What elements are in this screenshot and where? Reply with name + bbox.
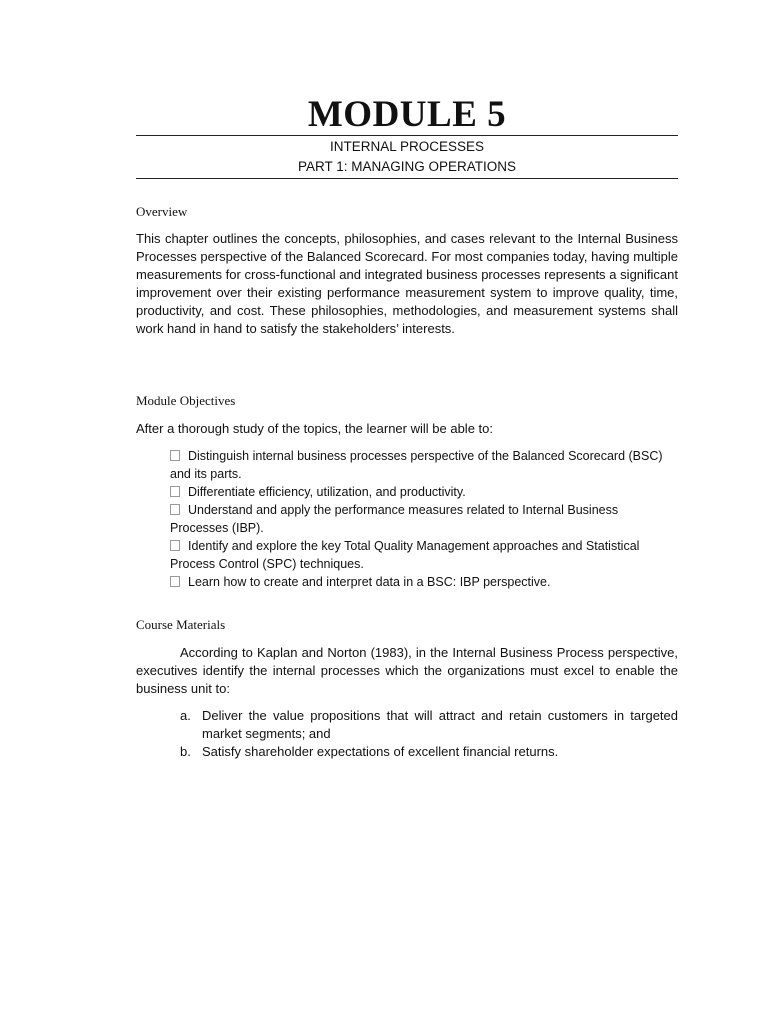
list-item-text: Satisfy shareholder expectations of excellent financial returns.	[202, 744, 559, 759]
title-divider-top	[136, 135, 678, 136]
course-materials-heading: Course Materials	[136, 617, 226, 632]
objectives-intro: After a thorough study of the topics, the learner will be able to:	[136, 421, 493, 436]
bullet-box-icon	[170, 504, 180, 515]
list-item	[170, 537, 678, 573]
list-item	[170, 483, 678, 501]
objective-text: Distinguish internal business processes perspective of the Balanced Scorecard (BSC) and its parts.	[170, 449, 663, 481]
objective-text: Differentiate efficiency, utilization, and productivity.	[188, 485, 466, 499]
list-item-text: Deliver the value propositions that will attract and retain customers in targeted market segments; and	[202, 708, 678, 741]
objectives-list	[170, 447, 678, 591]
course-materials-paragraph: According to Kaplan and Norton (1983), in the Internal Business Process perspective, executives identify the internal processes which the organizations must excel to enable the business unit to:	[136, 645, 678, 696]
course-materials-list	[180, 707, 678, 761]
list-item	[180, 743, 678, 761]
bullet-box-icon	[170, 576, 180, 587]
list-item	[180, 707, 678, 743]
module-title: MODULE 5	[307, 94, 507, 135]
objective-text: Identify and explore the key Total Quality Management approaches and Statistical Process Control (SPC) techniques.	[170, 539, 640, 571]
subtitle-line-2: PART 1: MANAGING OPERATIONS	[297, 159, 517, 174]
overview-heading: Overview	[136, 204, 188, 219]
objectives-heading: Module Objectives	[136, 393, 236, 408]
list-item	[170, 447, 678, 483]
list-marker: b.	[180, 744, 191, 759]
list-item	[170, 573, 678, 591]
title-divider-bottom	[136, 178, 678, 179]
overview-paragraph: This chapter outlines the concepts, philosophies, and cases relevant to the Internal Business Processes perspective of the Balanced Scorecard. For most companies today, having multiple measurements for cross-functional and integrated business processes represents a significant improvement over their existing performance measurement system to improve quality, time, productivity, and cost. These philosophies, methodologies, and measurement systems shall work hand in hand to satisfy the stakeholders’ interests.	[136, 231, 678, 336]
list-item	[170, 501, 678, 537]
document-page	[136, 0, 678, 759]
objective-text: Learn how to create and interpret data in a BSC: IBP perspective.	[188, 575, 551, 589]
objective-text: Understand and apply the performance measures related to Internal Business Processes (IBP).	[170, 503, 619, 535]
subtitle-line-1: INTERNAL PROCESSES	[329, 139, 485, 154]
bullet-box-icon	[170, 540, 180, 551]
list-marker: a.	[180, 708, 191, 723]
bullet-box-icon	[170, 486, 180, 497]
bullet-box-icon	[170, 450, 180, 461]
